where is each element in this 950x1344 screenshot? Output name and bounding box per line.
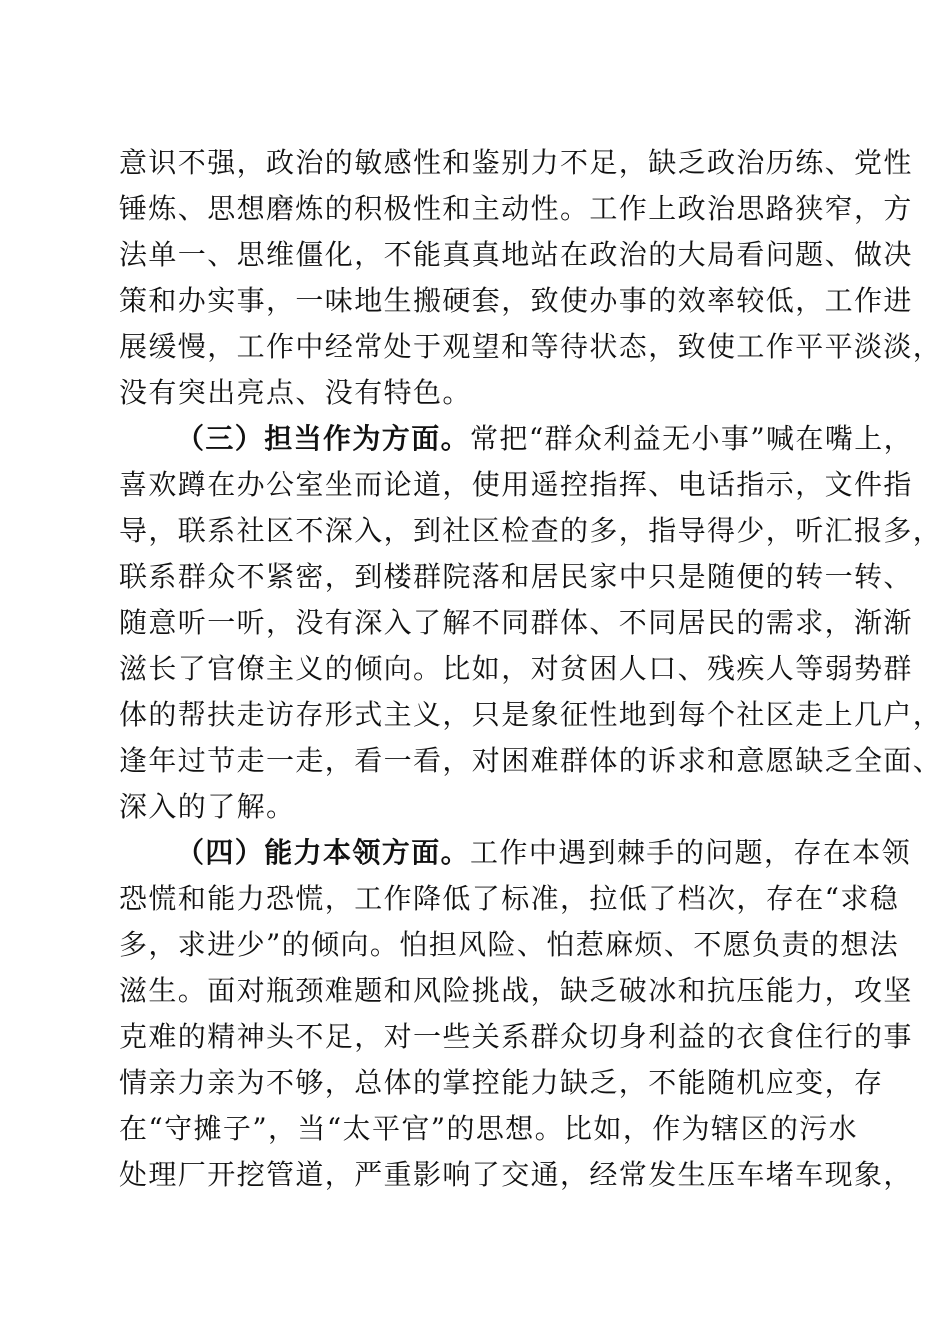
text-line: 恐慌和能力恐慌，工作降低了标准，拉低了档次，存在“求稳 xyxy=(119,882,900,915)
section-4-heading: （四）能力本领方面。 xyxy=(176,836,471,869)
paragraph-political-awareness xyxy=(119,140,943,416)
body-text xyxy=(119,140,943,1198)
text-line: 逢年过节走一走，看一看，对困难群体的诉求和意愿缺乏全面、 xyxy=(119,744,943,777)
section-3-first-line xyxy=(119,416,914,462)
section-4-first-line-text: 工作中遇到棘手的问题，存在本领 xyxy=(470,836,912,869)
text-line: 意识不强，政治的敏感性和鉴别力不足，缺乏政治历练、党性 xyxy=(119,146,913,179)
text-line: 在“守摊子”，当“太平官”的思想。比如，作为辖区的污水 xyxy=(119,1112,859,1145)
text-line: 克难的精神头不足，对一些关系群众切身利益的衣食住行的事 xyxy=(119,1020,913,1053)
text-line: 导，联系社区不深入，到社区检查的多，指导得少，听汇报多， xyxy=(119,514,943,547)
text-line: 处理厂开挖管道，严重影响了交通，经常发生压车堵车现象， xyxy=(119,1158,913,1191)
text-line: 深入的了解。 xyxy=(119,790,296,823)
section-3-heading: （三）担当作为方面。 xyxy=(176,422,471,455)
paragraph-section-3 xyxy=(119,416,943,830)
text-line: 锤炼、思想磨炼的积极性和主动性。工作上政治思路狭窄，方 xyxy=(119,192,913,225)
paragraph-section-4 xyxy=(119,830,913,1198)
text-line: 策和办实事，一味地生搬硬套，致使办事的效率较低，工作进 xyxy=(119,284,913,317)
text-line: 体的帮扶走访存形式主义，只是象征性地到每个社区走上几户， xyxy=(119,698,943,731)
text-line: 滋生。面对瓶颈难题和风险挑战，缺乏破冰和抗压能力，攻坚 xyxy=(119,974,913,1007)
text-line: 联系群众不紧密，到楼群院落和居民家中只是随便的转一转、 xyxy=(119,560,913,593)
text-line: 情亲力亲为不够，总体的掌控能力缺乏，不能随机应变，存 xyxy=(119,1066,884,1099)
text-line: 多，求进少”的倾向。怕担风险、怕惹麻烦、不愿负责的想法 xyxy=(119,928,900,961)
text-line: 滋长了官僚主义的倾向。比如，对贫困人口、残疾人等弱势群 xyxy=(119,652,913,685)
text-line: 随意听一听，没有深入了解不同群体、不同居民的需求，渐渐 xyxy=(119,606,913,639)
text-line: 没有突出亮点、没有特色。 xyxy=(119,376,472,409)
section-3-first-line-text: 常把“群众利益无小事”喊在嘴上， xyxy=(470,422,914,455)
text-line: 法单一、思维僵化，不能真真地站在政治的大局看问题、做决 xyxy=(119,238,913,271)
text-line: 展缓慢，工作中经常处于观望和等待状态，致使工作平平淡淡， xyxy=(119,330,943,363)
section-4-first-line xyxy=(119,830,912,876)
text-line: 喜欢蹲在办公室坐而论道，使用遥控指挥、电话指示，文件指 xyxy=(119,468,913,501)
